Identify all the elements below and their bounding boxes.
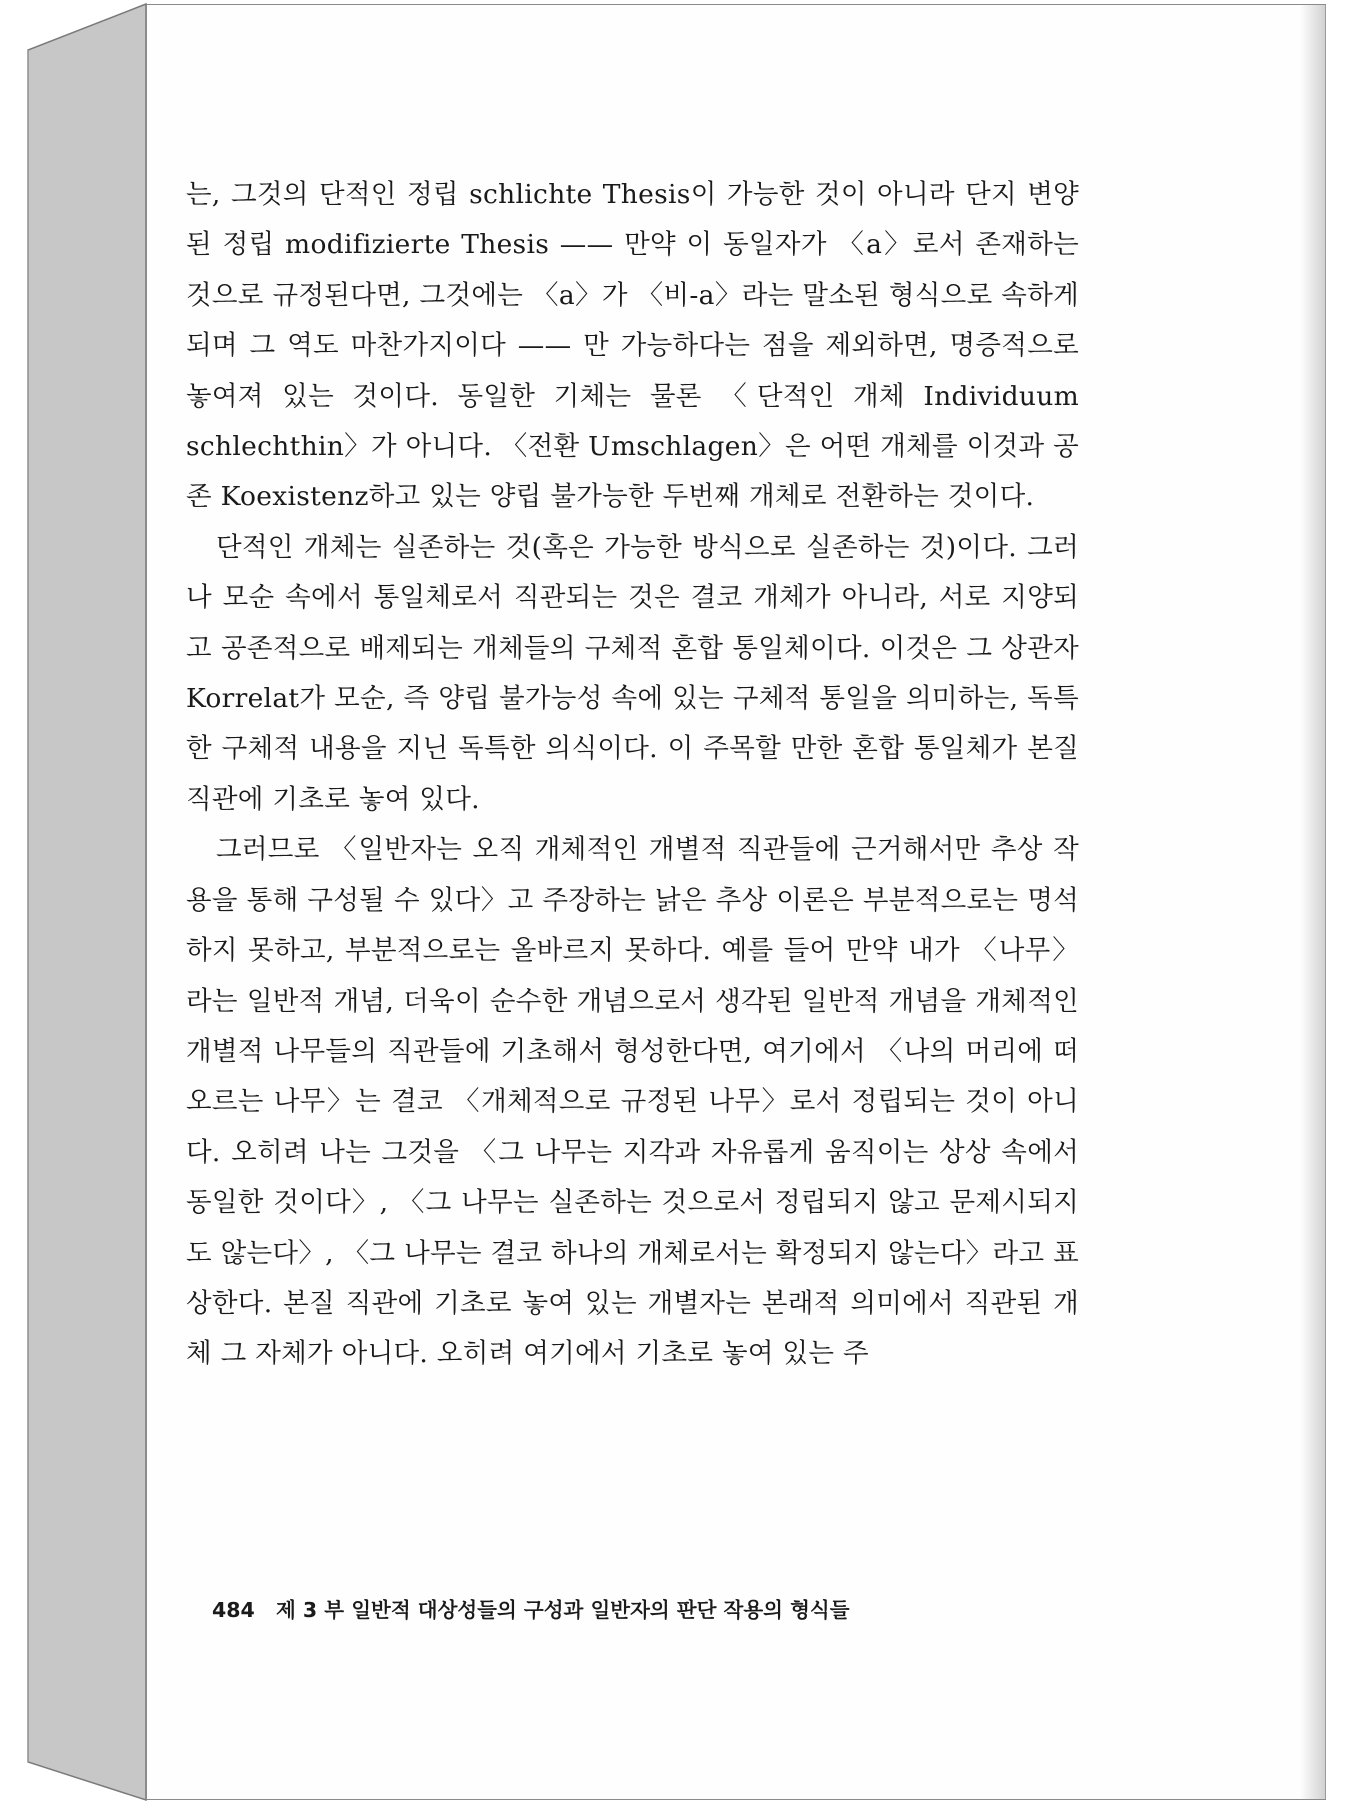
- page-footer: [212, 1593, 850, 1623]
- page-number: 484: [212, 1598, 255, 1622]
- running-title: 제 3 부 일반적 대상성들의 구성과 일반자의 판단 작용의 형식들: [275, 1598, 850, 1622]
- paragraph: 그러므로 〈일반자는 오직 개체적인 개별적 직관들에 근거해서만 추상 작용을 통해 구성될 수 있다〉고 주장하는 낡은 추상 이론은 부분적으로는 명석하지 못하고, 부분적으로는 올바르지 못하다. 예를 들어 만약 내가 〈나무〉라는 일반적 개념, 더욱이 순수한 개념으로서 생각된 일반적 개념을 개체적인 개별적 나무들의 직관들에 기초해서 형성한다면, 여기에서 〈나의 머리에 떠오르는 나무〉는 결코 〈개체적으로 규정된 나무〉로서 정립되는 것이 아니다. 오히려 나는 그것을 〈그 나무는 지각과 자유롭게 움직이는 상상 속에서 동일한 것이다〉, 〈그 나무는 실존하는 것으로서 정립되지 않고 문제시되지도 않는다〉, 〈그 나무는 결코 하나의 개체로서는 확정되지 않는다〉라고 표상한다. 본질 직관에 기초로 놓여 있는 개별자는 본래적 의미에서 직관된 개체 그 자체가 아니다. 오히려 여기에서 기초로 놓여 있는 주: [186, 834, 1080, 1370]
- body-text: [186, 170, 1079, 1380]
- paragraph: 단적인 개체는 실존하는 것(혹은 가능한 방식으로 실존하는 것)이다. 그러나 모순 속에서 통일체로서 직관되는 것은 결코 개체가 아니라, 서로 지양되고 공존적으로 배제되는 개체들의 구체적 혼합 통일체이다. 이것은 그 상관자 Korrelat가 모순, 즉 양립 불가능성 속에 있는 구체적 통일을 의미하는, 독특한 구체적 내용을 지닌 독특한 의식이다. 이 주목할 만한 혼합 통일체가 본질 직관에 기초로 놓여 있다.: [186, 531, 1079, 815]
- paragraph: 는, 그것의 단적인 정립 schlichte Thesis이 가능한 것이 아니라 단지 변양된 정립 modifizierte Thesis —— 만약 이 동일자가 〈a〉로서 존재하는 것으로 규정된다면, 그것에는 〈a〉가 〈비-a〉라는 말소된 형식으로 속하게 되며 그 역도 마찬가지이다 —— 만 가능하다는 점을 제외하면, 명증적으로 놓여져 있는 것이다. 동일한 기체는 물론 〈단적인 개체 Individuum schlechthin〉가 아니다. 〈전환 Umschlagen〉은 어떤 개체를 이것과 공존 Koexistenz하고 있는 양립 불가능한 두번째 개체로 전환하는 것이다.: [186, 179, 1079, 513]
